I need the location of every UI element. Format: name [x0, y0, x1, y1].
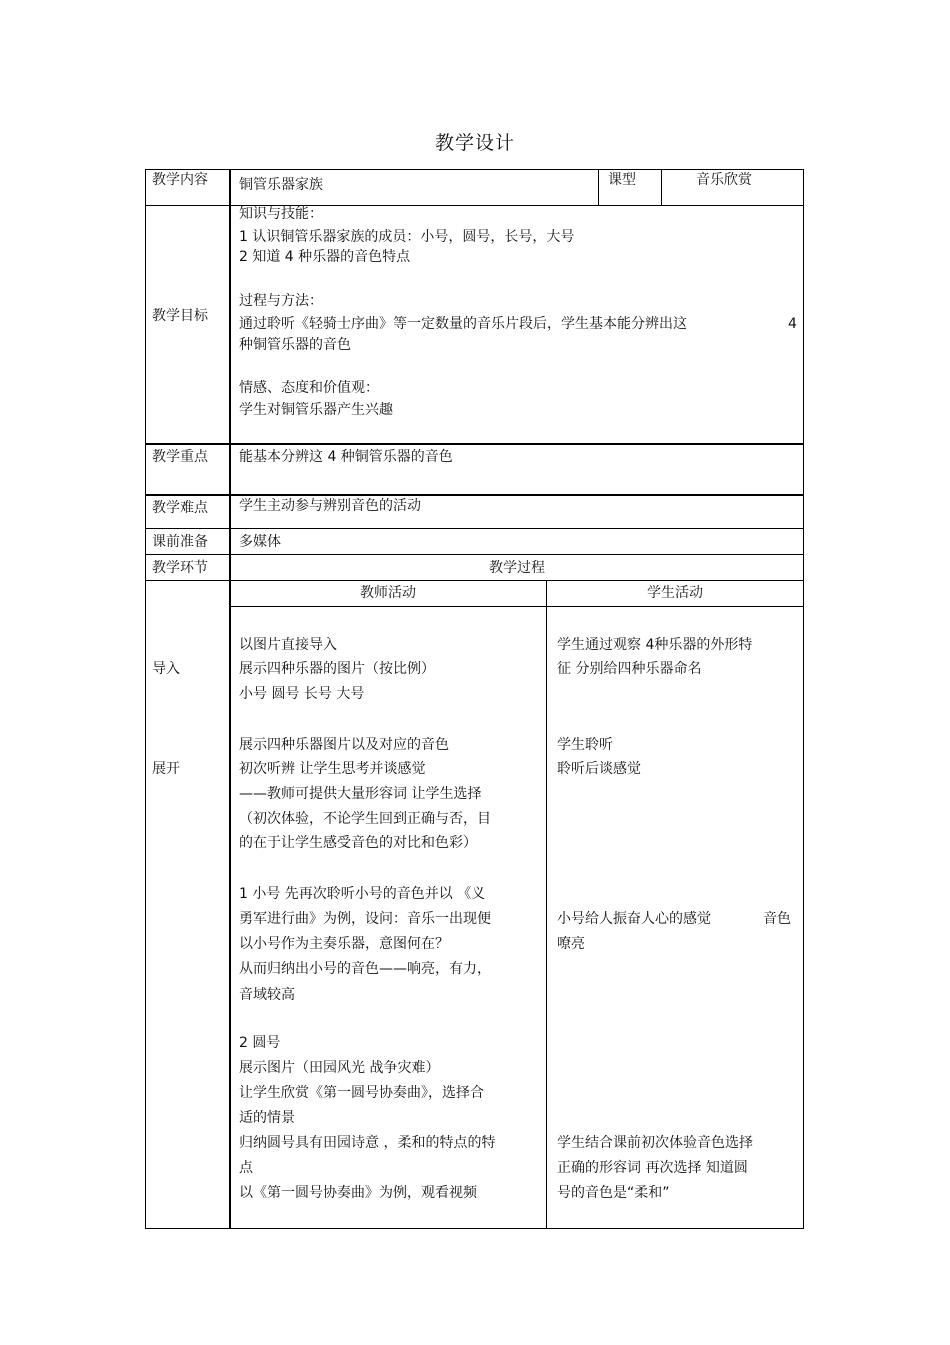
teacher-line: 展示四种乐器的图片（按比例）: [239, 661, 435, 677]
teacher-line: 的在于让学生感受音色的对比和色彩）: [239, 835, 477, 851]
process-header: 教学过程: [489, 560, 545, 576]
teacher-line: 小号 圆号 长号 大号: [239, 686, 365, 702]
student-line: 音色: [763, 911, 791, 927]
objectives-line: 情感、态度和价值观：: [239, 380, 379, 396]
table-border-right: [803, 169, 804, 1229]
teacher-line: 让学生欣赏《第一圆号协奏曲》，选择合: [239, 1085, 484, 1101]
difficulty-value: 学生主动参与辨别音色的活动: [239, 498, 421, 514]
teacher-line: （初次体验，不论学生回到正确与否，目: [239, 811, 491, 827]
preparation-value: 多媒体: [239, 534, 281, 550]
teacher-line: 展示图片（田园风光 战争灾难）: [239, 1060, 440, 1076]
student-line: 征 分别给四种乐器命名: [557, 661, 702, 677]
objectives-line: 学生对铜管乐器产生兴趣: [239, 402, 393, 418]
teacher-line: 以《第一圆号协奏曲》为例，观看视频: [239, 1185, 477, 1201]
student-activity-header: 学生活动: [647, 585, 703, 601]
objectives-label: 教学目标: [152, 308, 208, 324]
type-value-divider: [661, 169, 662, 205]
content-value: 铜管乐器家族: [239, 177, 323, 193]
row-divider: [145, 443, 804, 445]
label-column-divider: [229, 169, 231, 1229]
row-divider: [145, 580, 804, 581]
teacher-line: 展示四种乐器图片以及对应的音色: [239, 737, 449, 753]
type-value: 音乐欣赏: [696, 172, 752, 188]
content-type-divider: [598, 169, 599, 205]
teacher-line: ——教师可提供大量形容词 让学生选择: [239, 786, 482, 802]
teacher-line: 从而归纳出小号的音色——响亮，有力，: [239, 961, 491, 977]
objectives-line: 种铜管乐器的音色: [239, 337, 351, 353]
page-title: 教学设计: [434, 132, 515, 154]
content-label: 教学内容: [152, 172, 208, 188]
type-label: 课型: [608, 172, 636, 188]
process-label: 教学环节: [152, 560, 208, 576]
table-border-left: [145, 169, 146, 1229]
teacher-line: 适的情景: [239, 1110, 295, 1126]
objectives-line: 2 知道 4 种乐器的音色特点: [239, 249, 411, 265]
teacher-line: 以图片直接导入: [239, 637, 337, 653]
teacher-line: 勇军进行曲》为例，设问：音乐一出现便: [239, 911, 491, 927]
student-line: 小号给人振奋人心的感觉: [557, 911, 711, 927]
row-divider: [145, 554, 804, 555]
process-column-divider: [546, 580, 547, 1229]
preparation-label: 课前准备: [152, 534, 208, 550]
objectives-line: 知识与技能：: [239, 206, 323, 222]
stage-label-develop: 展开: [152, 761, 180, 777]
teacher-line: 初次听辨 让学生思考并谈感觉: [239, 761, 426, 777]
teacher-line: 点: [239, 1160, 253, 1176]
student-line: 号的音色是“柔和”: [557, 1185, 670, 1201]
objectives-line: 4: [788, 316, 797, 332]
table-border-bottom: [145, 1228, 804, 1229]
student-line: 聆听后谈感觉: [557, 761, 641, 777]
key-point-value: 能基本分辨这 4 种铜管乐器的音色: [239, 449, 453, 465]
stage-label-intro: 导入: [152, 661, 180, 677]
objectives-line: 过程与方法：: [239, 293, 323, 309]
student-line: 学生聆听: [557, 737, 613, 753]
student-line: 嘹亮: [557, 936, 585, 952]
student-line: 学生通过观察 4种乐器的外形特: [557, 637, 753, 653]
objectives-line: 1 认识铜管乐器家族的成员：小号，圆号，长号，大号: [239, 229, 575, 245]
difficulty-label: 教学难点: [152, 500, 208, 516]
table-border-top: [145, 169, 804, 170]
key-point-label: 教学重点: [152, 449, 208, 465]
row-divider: [145, 528, 804, 529]
teacher-line: 以小号作为主奏乐器，意图何在？: [239, 936, 449, 952]
teacher-line: 音域较高: [239, 987, 295, 1003]
teacher-line: 2 圆号: [239, 1035, 281, 1051]
objectives-line: 通过聆听《轻骑士序曲》等一定数量的音乐片段后，学生基本能分辨出这: [239, 316, 687, 332]
student-line: 学生结合课前初次体验音色选择: [557, 1135, 753, 1151]
student-line: 正确的形容词 再次选择 知道圆: [557, 1160, 748, 1176]
teacher-line: 归纳圆号具有田园诗意 ，柔和的特点的特: [239, 1135, 496, 1151]
row-divider: [145, 494, 804, 496]
row-divider: [230, 606, 804, 607]
teacher-activity-header: 教师活动: [360, 585, 416, 601]
teacher-line: 1 小号 先再次聆听小号的音色并以 《义: [239, 886, 486, 902]
